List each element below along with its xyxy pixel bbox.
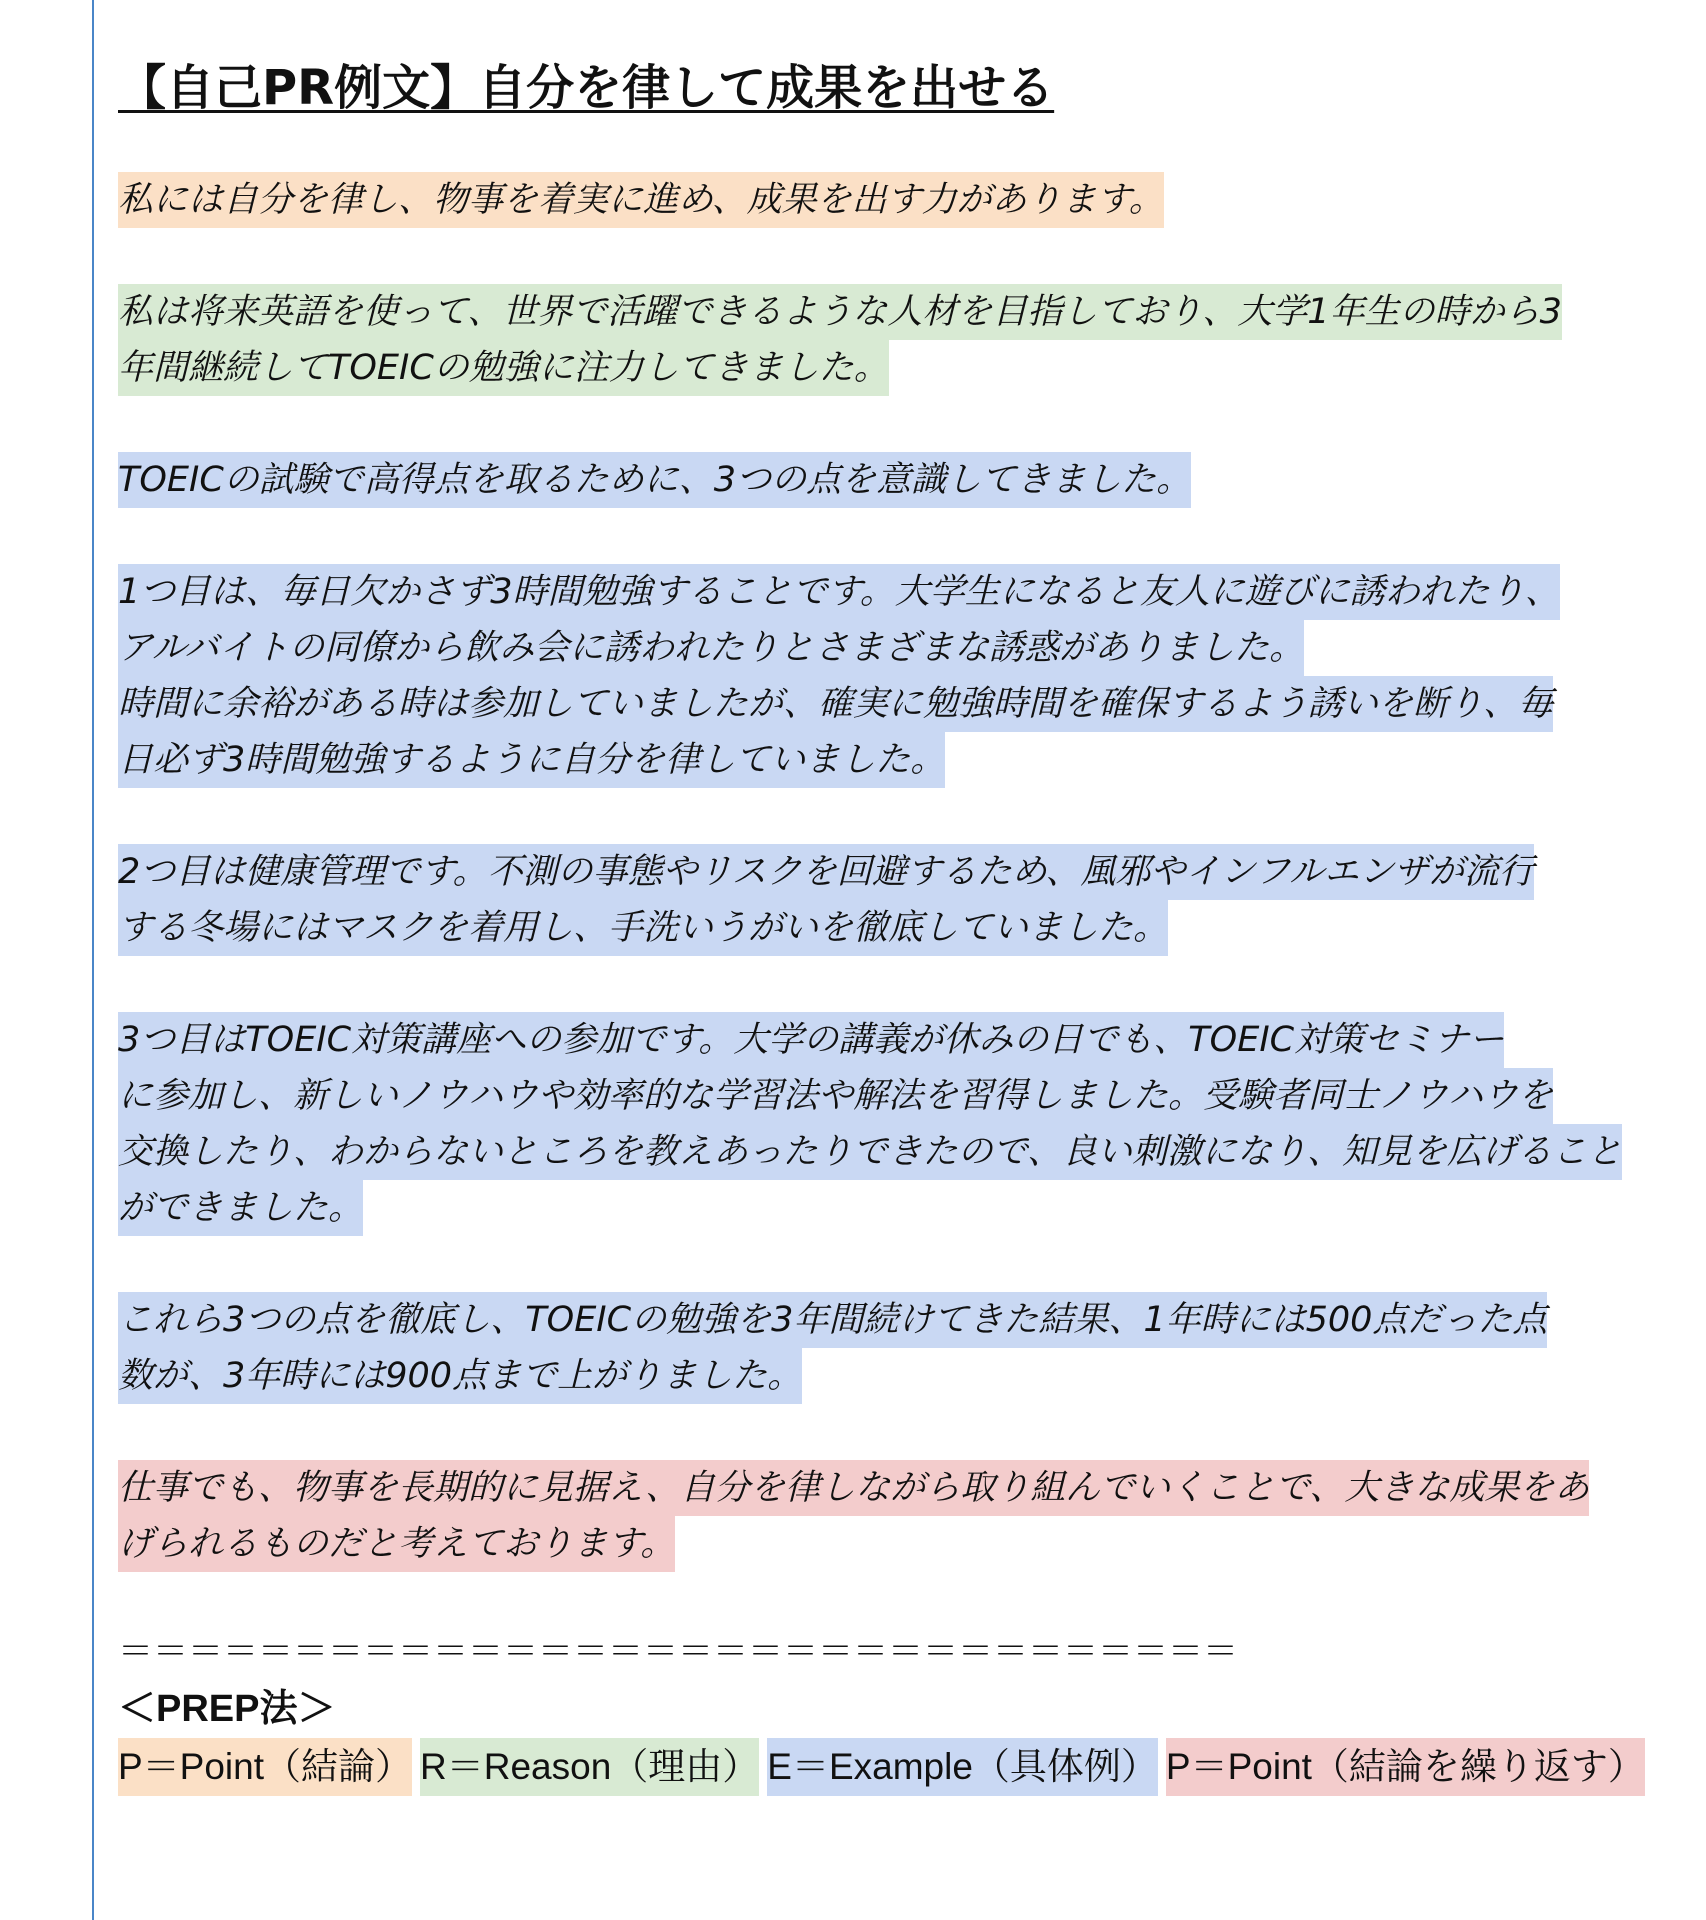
paragraph-point xyxy=(118,172,1688,228)
text-line: ができました。 xyxy=(118,1180,363,1236)
paragraph-reason xyxy=(118,284,1688,396)
paragraph-example-2 xyxy=(118,844,1688,956)
text-line: 交換したり、わからないところを教えあったりできたので、良い刺激になり、知見を広げること xyxy=(118,1124,1622,1180)
text-line: 時間に余裕がある時は参加していましたが、確実に勉強時間を確保するよう誘いを断り、毎 xyxy=(118,676,1553,732)
text-line: する冬場にはマスクを着用し、手洗いうがいを徹底していました。 xyxy=(118,900,1168,956)
legend-item-example: E＝Example（具体例） xyxy=(767,1738,1158,1796)
text-line: 私には自分を律し、物事を着実に進め、成果を出す力があります。 xyxy=(118,172,1164,228)
text-line: これら3つの点を徹底し、TOEICの勉強を3年間続けてきた結果、1年時には500点だった点 xyxy=(118,1292,1547,1348)
page-title: 【自己PR例文】自分を律して成果を出せる xyxy=(118,60,1055,116)
paragraph-example-3 xyxy=(118,1012,1688,1236)
document-body xyxy=(118,52,1688,1796)
text-line: 1つ目は、毎日欠かさず3時間勉強することです。大学生になると友人に遊びに誘われたり、 xyxy=(118,564,1560,620)
paragraph-example-result xyxy=(118,1292,1688,1404)
paragraph-example-intro xyxy=(118,452,1688,508)
text-line: 数が、3年時には900点まで上がりました。 xyxy=(118,1348,802,1404)
text-line: げられるものだと考えております。 xyxy=(118,1516,675,1572)
text-line: 3つ目はTOEIC対策講座への参加です。大学の講義が休みの日でも、TOEIC対策セミナー xyxy=(118,1012,1504,1068)
text-line: 日必ず3時間勉強するように自分を律していました。 xyxy=(118,732,945,788)
paragraph-example-1 xyxy=(118,564,1688,788)
text-line: に参加し、新しいノウハウや効率的な学習法や解法を習得しました。受験者同士ノウハウを xyxy=(118,1068,1553,1124)
legend-item-point: P＝Point（結論） xyxy=(118,1738,412,1796)
text-line: 年間継続してTOEICの勉強に注力してきました。 xyxy=(118,340,889,396)
margin-rule xyxy=(92,0,94,1920)
divider-line: ＝＝＝＝＝＝＝＝＝＝＝＝＝＝＝＝＝＝＝＝＝＝＝＝＝＝＝＝＝＝＝＝ xyxy=(118,1632,1239,1672)
legend-item-point-repeat: P＝Point（結論を繰り返す） xyxy=(1166,1738,1645,1796)
paragraph-point-repeat xyxy=(118,1460,1688,1572)
text-line: アルバイトの同僚から飲み会に誘われたりとさまざまな誘惑がありました。 xyxy=(118,620,1304,676)
prep-legend xyxy=(118,1738,1688,1796)
legend-item-reason: R＝Reason（理由） xyxy=(420,1738,759,1796)
text-line: 私は将来英語を使って、世界で活躍できるような人材を目指しており、大学1年生の時から3 xyxy=(118,284,1562,340)
text-line: TOEICの試験で高得点を取るために、3つの点を意識してきました。 xyxy=(118,452,1191,508)
text-line: 仕事でも、物事を長期的に見据え、自分を律しながら取り組んでいくことで、大きな成果をあ xyxy=(118,1460,1589,1516)
text-line: 2つ目は健康管理です。不測の事態やリスクを回避するため、風邪やインフルエンザが流行 xyxy=(118,844,1534,900)
prep-heading: ＜PREP法＞ xyxy=(118,1688,336,1730)
